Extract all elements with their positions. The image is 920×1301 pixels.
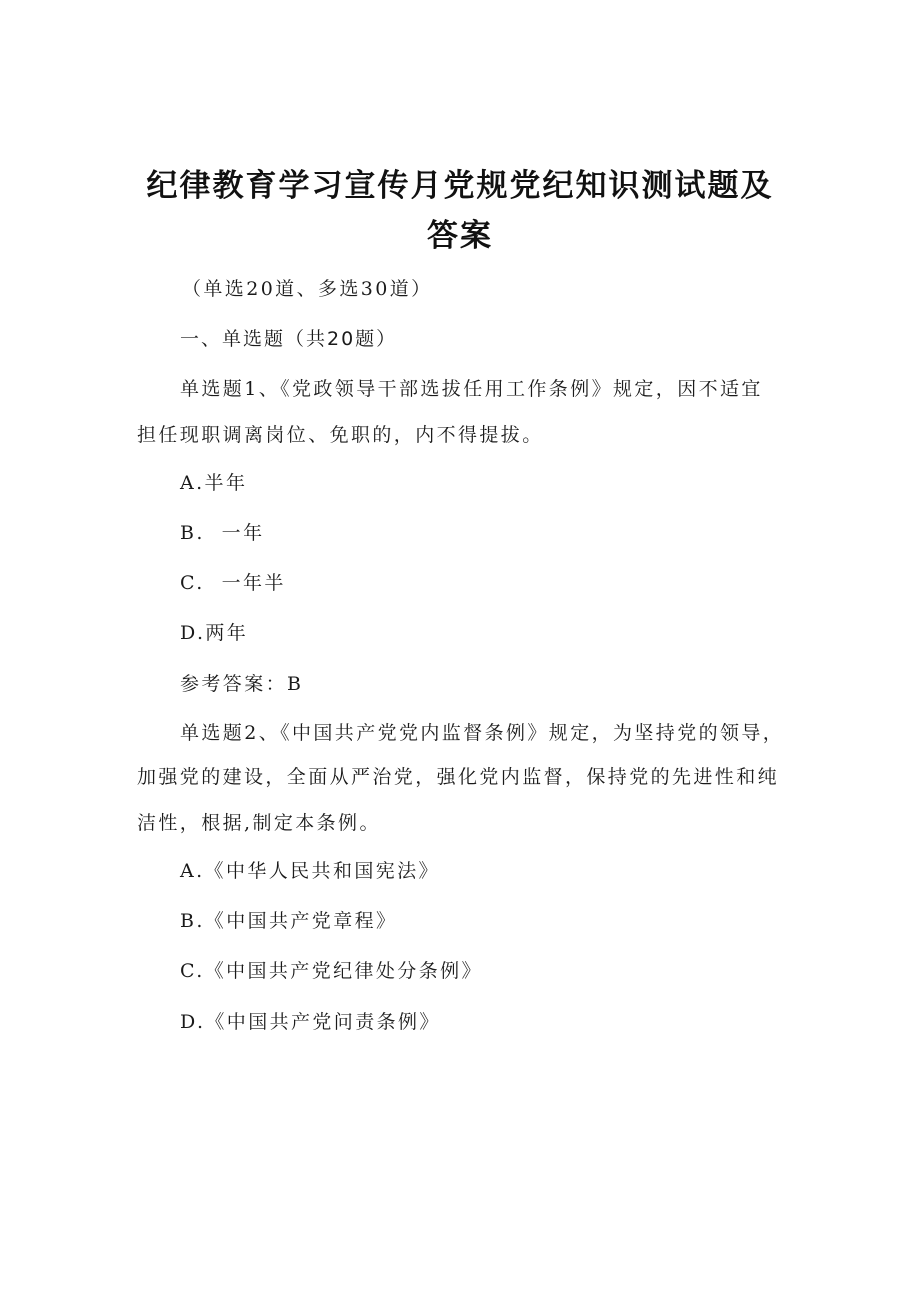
question-2-stem-line-2: 加强党的建设，全面从严治党，强化党内监督，保持党的先进性和纯 [137,766,780,788]
question-count-summary: （单选20道、多选30道） [182,278,433,300]
question-1-option-d: D.两年 [180,622,249,644]
question-2-stem-line-1: 单选题2、《中国共产党党内监督条例》规定，为坚持党的领导， [180,722,785,744]
question-2-option-c: C.《中国共产党纪律处分条例》 [180,960,483,982]
document-title-line-1: 纪律教育学习宣传月党规党纪知识测试题及 [146,168,774,204]
question-1-option-c: C. 一年半 [180,572,286,594]
question-2-option-b: B.《中国共产党章程》 [180,910,398,932]
question-1-answer: 参考答案：B [180,673,304,695]
question-1-stem-line-1: 单选题1、《党政领导干部选拔任用工作条例》规定，因不适宜 [180,378,763,400]
section-heading-single-choice: 一、单选题（共20题） [180,328,398,350]
question-1-option-b: B. 一年 [180,522,265,544]
question-2-stem-line-3: 洁性，根据,制定本条例。 [137,812,381,834]
question-1-option-a: A.半年 [180,472,248,494]
document-title-line-2: 答案 [427,218,493,254]
question-2-option-a: A.《中华人民共和国宪法》 [180,860,440,882]
question-1-stem-line-2: 担任现职调离岗位、免职的，内不得提拔。 [137,424,544,446]
question-2-option-d: D.《中国共产党问责条例》 [180,1011,441,1033]
